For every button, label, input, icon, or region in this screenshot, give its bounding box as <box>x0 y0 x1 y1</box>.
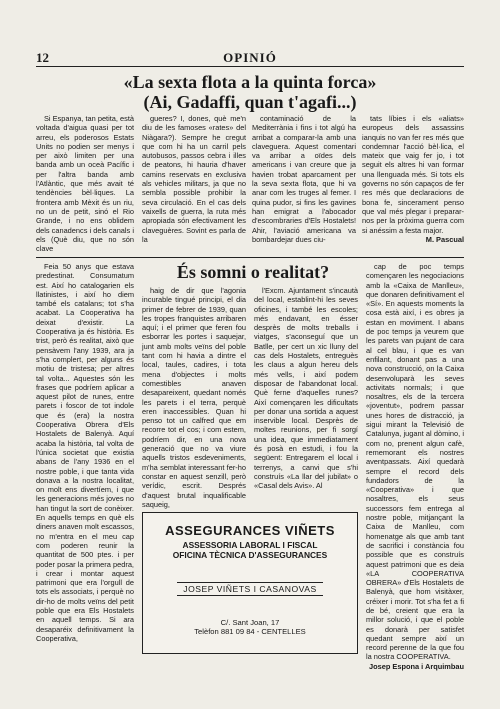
ad-name <box>143 582 357 596</box>
ad-subtitle2: OFICINA TÈCNICA D'ASSEGURANCES <box>172 550 328 560</box>
page-number: 12 <box>36 50 49 65</box>
article1-column-4 <box>362 114 464 252</box>
article1-title-line1: «La sexta flota a la quinta forca» <box>123 72 377 92</box>
article1-signature: M. Pascual <box>425 234 464 244</box>
article2-signature: Josep Espona i Arquimbau <box>369 661 464 671</box>
ad-address: C/. Sant Joan, 17 <box>220 618 280 627</box>
article-divider <box>36 257 464 258</box>
article1-title-line2: (Ai, Gadaffi, quan t'agafi...) <box>143 92 357 112</box>
article2-column-4 <box>366 262 464 671</box>
article1-column-3 <box>252 114 356 252</box>
advertisement-box <box>142 512 358 654</box>
article1-col3-text: contaminació de la Mediterrània i fins i tot algú ha arribat a comparar-la amb una claveguera. Aquest comentari va arribar a oïdes dels americans i van creure que ja havien trobat aparcament per la seva sexta flota, que hi va anar com les truges al femer. I quina pudor, si fins les gavines han emigrat a l'abocador d'escombraries d'Els Hostalets! Ahir, l'aviació americana va bombardejar dues ciu- <box>252 114 356 244</box>
article2-headline: És somni o realitat? <box>176 262 330 282</box>
article1-column-2 <box>142 114 246 252</box>
ad-name-text: JOSEP VIÑETS I CASANOVAS <box>177 582 322 596</box>
ad-title: ASSEGURANCES VIÑETS <box>165 523 335 538</box>
article1-col2-text: gueres? I, dones, què me'n diu de les famoses «rates» del Niàgara?). Sempre he cregut que com hi ha un carril pels autobusos, passos cebra i illes de peatons, hi hauria d'haver camins reservats en exclusiva als vehicles militars, ja que no sembla possible prohibir la seva circulació. En el cas dels vaixells de guerra, la ruta més apropiada són efectivament les claveguères. Sovint es parla de la <box>142 114 246 244</box>
article1-headline <box>36 72 464 112</box>
article1-column-1 <box>36 114 134 252</box>
article2-col2-text: haig de dir que l'agonia incurable tingué principi, el dia primer de febrer de 1939, quan les tropes franquistes arribaren aquí; i el primer que feren fou esborrar les portes i saquejar, junt amb molts veïns del poble tant com hi havia a dintre el local, taules, cadires, i tota mena d'objectes i molts comestibles anaven desapareixent, quedant només les parets i el terra, perquè eren inaccessibles. Quan hi penso tot un calfred que em recorre tot el cos; i com estem, podríem dir, en una nova generació que no va viure aquells tristos esdeveniments, m'ha semblat interessant fer-ho constar en aquest senzill, però verídic, escrit. Després d'aquest brutal inqualificable saqueig, <box>142 286 246 509</box>
header-rule <box>36 66 464 67</box>
article2-left-text: Feia 50 anys que estava predestinat. Consumatum est. Així ho catalogarien els llatinistes, i així ho diem també els catalans; tot s'ha acabat. La Cooperativa ha deixat d'existir. La Cooperativa ja és història. Es trist, però és realitat, això que pensàvem l'any 1939, ara ja s'ha complert, per alguns és motiu de tristesa; per altres tal volta... Aquestes són les frases que podríem aplicar a aquest pilot de runes, entre parets i foscor de tot indole que és (era) la nostra Cooperativa Obrera d'Els Hostalets de Balenyà. Aquí acaba la història, tal volta de l'única societat que existia abans de l'any 1936 en el nostre poble, i que tanta vida donava a la nostra localitat, on molt ens divertíem, i que les generacions més joves no han tingut la sort de conèixer. En aquells temps en què els diners anaven molt escassos, no m'entra en el meu cap com poderen reunir la quantitat de 500 ptes. i per poder posar la primera pedra, i crear i montar aquest patrimoni que era l'orgull de tots els associats, i perquè no dir-ho de molts veïns del petit poble que era Els Hostalets en aquell temps. Si ara desaparéix definitivament la Cooperativa, <box>36 262 134 643</box>
article1-col1-text: Si Espanya, tan petita, està voltada d'aigua quasi per tot arreu, els poderosos Estats Units no podien ser menys i per això limiten per una banda amb un oceà Pacífic i per l'altra banda amb l'Atlàntic, que més avait té tendències bèl·liques. La frontera amb Mèxit és un riu, no un de petit, sinó el Rio Grande, i no ens oblidem dels canadencs i dels canals i els (Què diu, que no són clave <box>36 114 134 254</box>
article1-col4-text: tats líbies i els «aliats» europeus dels assassins ianquis no van fer res més que condemnar l'acció bèl·lica, el mateix que vaig fer jo, i tot seguit els altres hi van formar una llenguada més. Si tots els governs no són capaços de fer res més que declaracions de bona fe, sincerament penso que val més plegar i preparar-nos per la pròxima guerra com si anéssim a festa major. <box>362 114 464 235</box>
article2-column-3 <box>254 286 358 498</box>
article2-left-column <box>36 262 134 660</box>
article2-col4-text: cap de poc temps començaren les negociacions amb la «Caixa de Manlleu», que donaren definitivament el «Sí». En aquests moments la cosa està així, i es obres ja estan en moviment. I abans de poc temps ja veurem que les parets van pujant de cara al cel blau, i que es van enfilant, donant pas a una nova construcció, on la Caixa desenvoluparà les seves activitats normals; i que nosaltres, els de la tercera «joventut», podrem passar unes hores de distracció, ja sigui mirant la Televisió de Catalunya, jugant al dòmino, i com no, prenent algun cafè, rememorant els nostres aventpassats. Així quedarà sempre el record dels fundadors de la «Cooperativa» i que nosaltres, els seus successors fem entrega al nostre poble, mitjançant la Caixa de Manlleu, com homenatge als que amb tant de sacrifici i constància fou possible que es construís aquest patrimoni que es deia «LA COOPERATIVA OBRERA» d'Els Hostalets de Balenyà, que hom visitàxer, créixer i morir. Tot s'ha fet a fi de bé, creient que era la millor solució, i que el poble es donarà per satisfet quedant sempre així un record perenne de la que fou la nostra COOPERATIVA. <box>366 262 464 662</box>
ad-phone: Telèfon 881 09 84 - CENTELLES <box>194 627 306 636</box>
article2-column-2 <box>142 286 246 509</box>
article2-col3-text: l'Excm. Ajuntament s'incautà del local, establint-hi les seves oficines, i també les escoles; més endavant, en ésser desprès de molts treballs i viatges, s'aconseguí que un Batlle, per cert un xic lluny del cas dels Hostalets, entreguès les claus a algun hereu dels més vells, i així podem disposar de l'abandonat local. Què ferne d'aquelles runes? Així començaren les dificultats per donar una sortida a aquest inservible local. Desprès de moltes reunions, per fi sorgí una idea, que immediatament és posà en estudi, i fou la següent: Entregarem el local i terrenys, a canvi que s'hi construís «La llar del jubilat» o «Casal dels Avis». Al <box>254 286 358 491</box>
section-title: OPINIÓ <box>223 50 277 65</box>
ad-subtitle1: ASSESSORIA LABORAL I FISCAL <box>182 540 318 550</box>
